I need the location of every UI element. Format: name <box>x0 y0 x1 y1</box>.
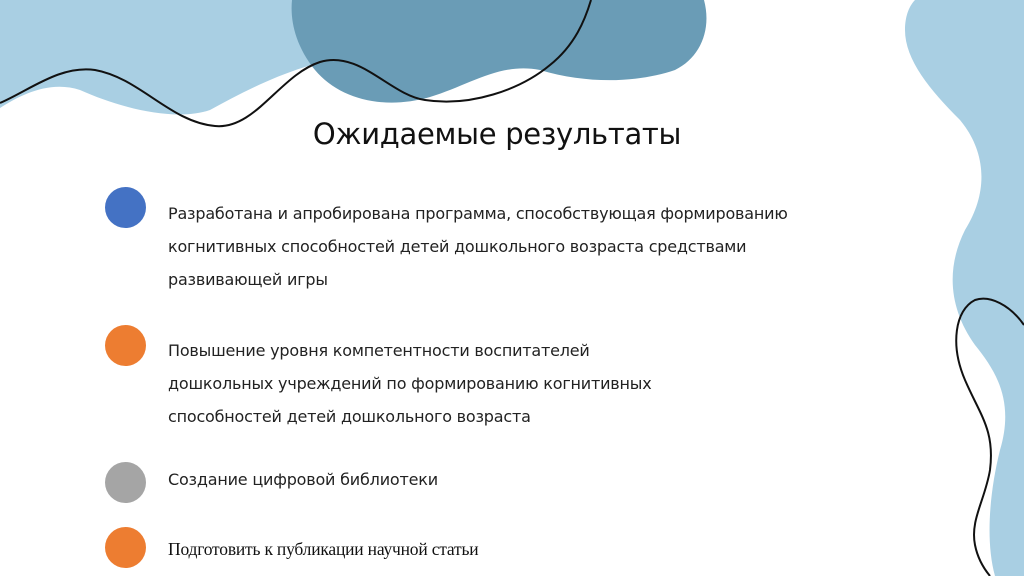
bullet-circle-gray <box>105 462 146 503</box>
top-center-blob <box>292 0 707 103</box>
result-item-2 <box>168 334 652 433</box>
bullet-circle-blue <box>105 187 146 228</box>
result-item-1-line-3: развивающей игры <box>168 270 328 289</box>
slide-title: Ожидаемые результаты <box>312 117 682 151</box>
result-item-1-line-1: Разработана и апробирована программа, способствующая формированию <box>168 204 788 223</box>
bullet-circle-orange <box>105 325 146 366</box>
right-blob <box>905 0 1024 576</box>
result-item-3 <box>168 463 438 496</box>
result-item-3-line-1: Создание цифровой библиотеки <box>168 470 438 489</box>
result-item-2-line-2: дошкольных учреждений по формированию когнитивных <box>168 374 652 393</box>
bullet-circle-orange-2 <box>105 527 146 568</box>
result-item-2-line-3: способностей детей дошкольного возраста <box>168 407 531 426</box>
result-item-1 <box>168 197 788 296</box>
result-item-4-line-1: Подготовить к публикации научной статьи <box>168 539 479 559</box>
result-item-2-line-1: Повышение уровня компетентности воспитателей <box>168 341 590 360</box>
result-item-1-line-2: когнитивных способностей детей дошкольного возраста средствами <box>168 237 747 256</box>
result-item-4 <box>168 533 478 566</box>
